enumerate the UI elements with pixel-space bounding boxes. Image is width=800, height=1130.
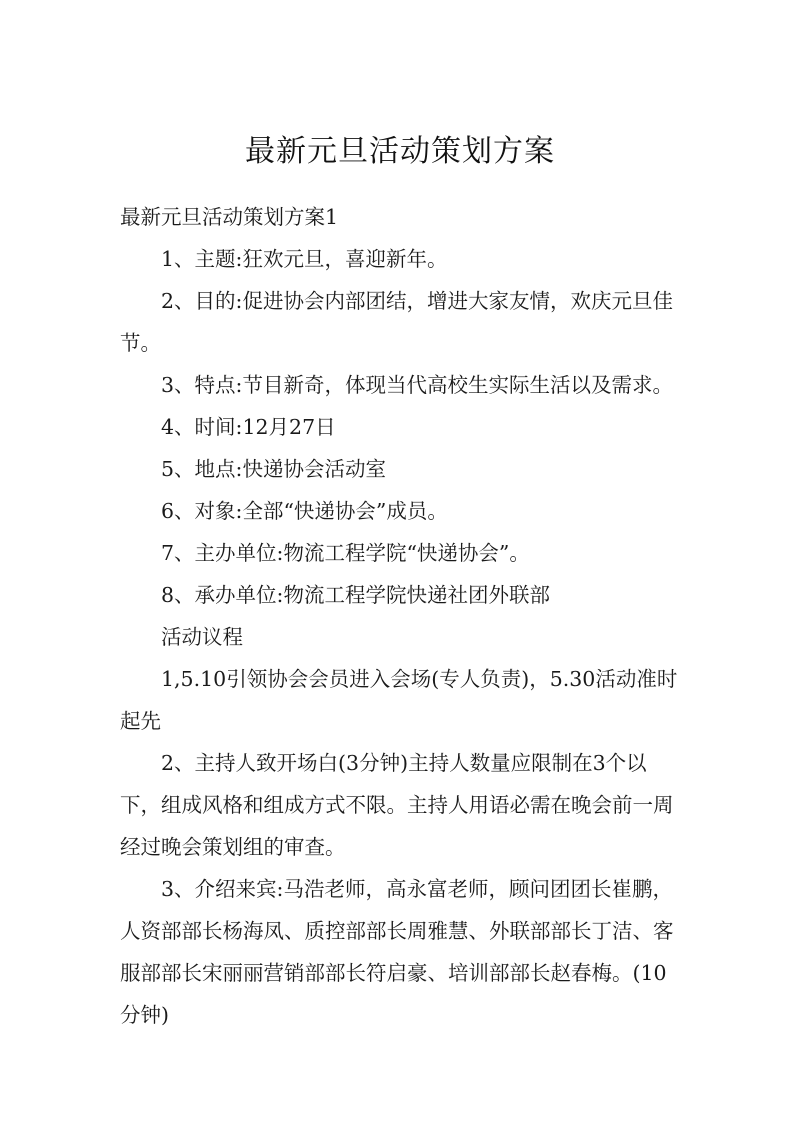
section-heading: 最新元旦活动策划方案1 bbox=[120, 205, 339, 229]
agenda-heading: 活动议程 bbox=[161, 625, 243, 649]
paragraph-organizer: 7、主办单位:物流工程学院“快递协会”。 bbox=[161, 541, 530, 565]
agenda-item-2: 2、主持人致开场白(3分钟)主持人数量应限制在3个以下，组成风格和组成方式不限。主持人用语必需在晚会前一周经过晚会策划组的审查。 bbox=[120, 751, 674, 859]
paragraph-time: 4、时间:12月27日 bbox=[161, 415, 336, 439]
document-title: 最新元旦活动策划方案 bbox=[245, 134, 555, 169]
paragraph-undertaker: 8、承办单位:物流工程学院快递社团外联部 bbox=[161, 583, 550, 607]
paragraph-audience: 6、对象:全部“快递协会”成员。 bbox=[161, 499, 448, 523]
paragraph-location: 5、地点:快递协会活动室 bbox=[161, 457, 386, 481]
paragraph-purpose: 2、目的:促进协会内部团结，增进大家友情，欢庆元旦佳节。 bbox=[120, 289, 673, 355]
agenda-item-1: 1,5.10引领协会会员进入会场(专人负责)，5.30活动准时起先 bbox=[120, 667, 678, 733]
paragraph-theme: 1、主题:狂欢元旦，喜迎新年。 bbox=[161, 247, 448, 271]
agenda-item-3: 3、介绍来宾:马浩老师，高永富老师，顾问团团长崔鹏，人资部部长杨海凤、质控部部长周雅慧、外联部部长丁洁、客服部部长宋丽丽营销部部长符启豪、培训部部长赵春梅。(10分钟) bbox=[120, 877, 674, 1027]
document-body bbox=[120, 196, 686, 1036]
paragraph-features: 3、特点:节目新奇，体现当代高校生实际生活以及需求。 bbox=[161, 373, 673, 397]
